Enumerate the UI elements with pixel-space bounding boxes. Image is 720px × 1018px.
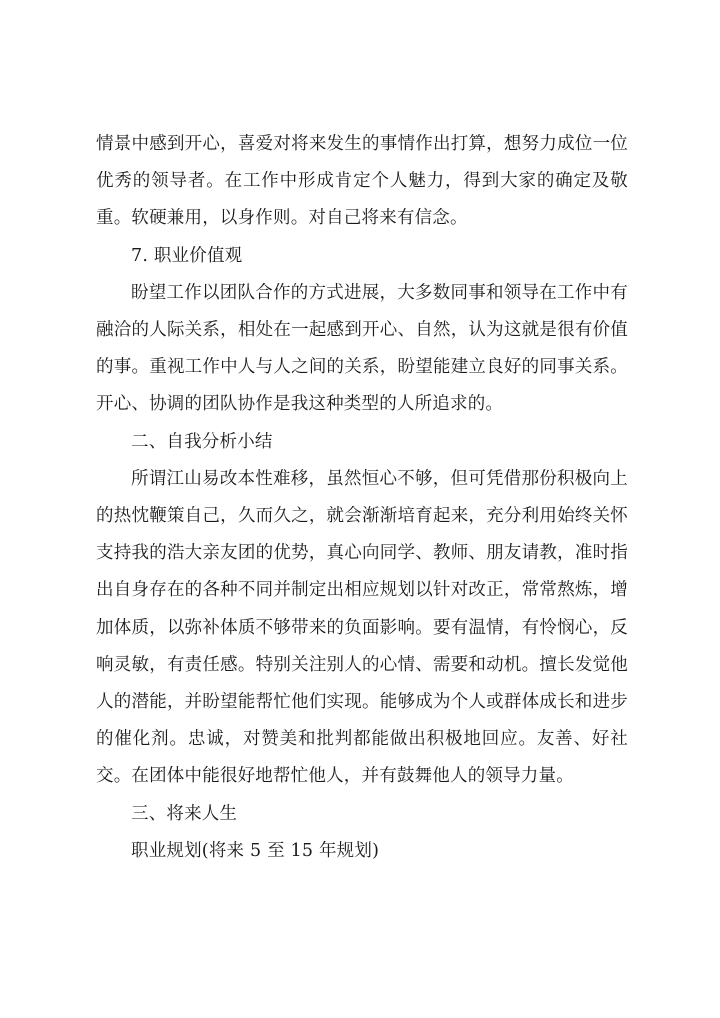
paragraph-career-values: 盼望工作以团队合作的方式进展，大多数同事和领导在工作中有融洽的人际关系，相处在一起感到开心、自然，认为这就是很有价值的事。重视工作中人与人之间的关系，盼望能建立良好的同事关系。开心、协调的团队协作是我这种类型的人所追求的。 (96, 282, 628, 415)
subheading-career-plan: 职业规划(将来 5 至 15 年规划) (131, 840, 380, 861)
section-heading-career-values: 7. 职业价值观 (131, 245, 243, 266)
section-heading-future-life: 三、将来人生 (131, 803, 238, 824)
paragraph-continued: 情景中感到开心，喜爱对将来发生的事情作出打算，想努力成位一位优秀的领导者。在工作中形成肯定个人魅力，得到大家的确定及敬重。软硬兼用，以身作则。对自己将来有信念。 (96, 134, 628, 229)
paragraph-self-analysis: 所谓江山易改本性难移，虽然恒心不够，但可凭借那份积极向上的热忱鞭策自己，久而久之，就会渐渐培育起来，充分利用始终关怀支持我的浩大亲友团的优势，真心向同学、教师、朋友请教，准时指出自身存在的各种不同并制定出相应规划以针对改正，常常熬炼，增加体质，以弥补体质不够带来的负面影响。要有温情，有怜悯心，反响灵敏，有责任感。特别关注别人的心情、需要和动机。擅长发觉他人的潜能，并盼望能帮忙他们实现。能够成为个人或群体成长和进步的催化剂。忠诚，对赞美和批判都能做出积极地回应。友善、好社交。在团体中能很好地帮忙他人，并有鼓舞他人的领导力量。 (96, 468, 628, 787)
document-body (96, 126, 628, 870)
section-heading-self-analysis-summary: 二、自我分析小结 (131, 431, 273, 452)
